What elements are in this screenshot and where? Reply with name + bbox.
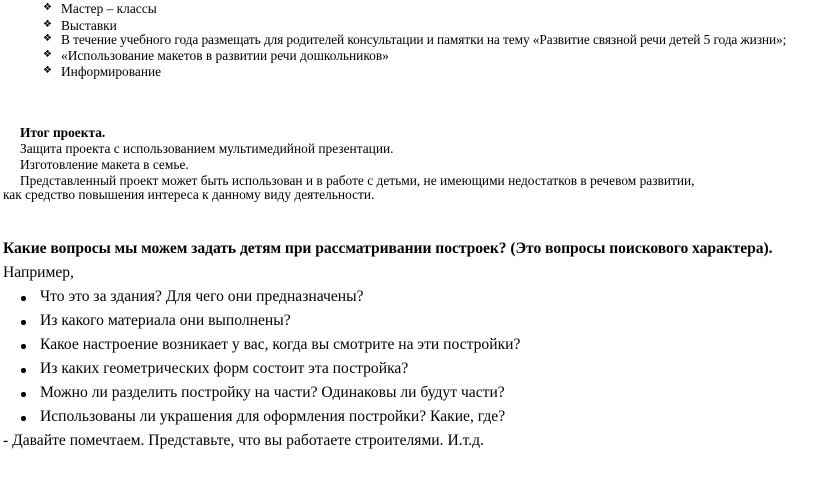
bullet-icon — [21, 320, 26, 325]
question-item: Из какого материала они выполнены? — [40, 312, 291, 329]
diamond-bullet-icon: ❖ — [43, 33, 52, 44]
question-item: Использованы ли украшения для оформления постройки? Какие, где? — [40, 408, 506, 425]
diamond-bullet-icon: ❖ — [43, 2, 52, 13]
activity-item: В течение учебного года размещать для родителей консультации и памятки на тему «Развитие связной речи детей 5 года жизни»; — [61, 32, 787, 47]
diamond-bullet-icon: ❖ — [43, 65, 52, 76]
result-line: Представленный проект может быть использован и в работе с детьми, не имеющими недостатков в речевом развитии, — [20, 173, 695, 188]
activity-item: Мастер – классы — [61, 1, 157, 16]
bullet-icon — [21, 296, 26, 301]
questions-intro: Например, — [3, 264, 74, 281]
result-line: Защита проекта с использованием мультимедийной презентации. — [20, 141, 394, 156]
question-item: Можно ли разделить постройку на части? Одинаковы ли будут части? — [40, 384, 505, 401]
activity-item: Информирование — [61, 64, 162, 79]
questions-closing: - Давайте помечтаем. Представьте, что вы работаете строителями. И.т.д. — [3, 432, 484, 449]
bullet-icon — [21, 344, 26, 349]
diamond-bullet-icon: ❖ — [43, 19, 52, 30]
bullet-icon — [21, 368, 26, 373]
question-item: Какое настроение возникает у вас, когда вы смотрите на эти постройки? — [40, 336, 521, 353]
bullet-icon — [21, 416, 26, 421]
result-line: как средство повышения интереса к данному виду деятельности. — [3, 187, 375, 202]
question-item: Что это за здания? Для чего они предназначены? — [40, 288, 364, 305]
bullet-icon — [21, 392, 26, 397]
diamond-bullet-icon: ❖ — [43, 49, 52, 60]
question-item: Из каких геометрических форм состоит эта постройка? — [40, 360, 409, 377]
result-line: Изготовление макета в семье. — [20, 157, 189, 172]
questions-heading: Какие вопросы мы можем задать детям при рассматривании построек? (Это вопросы поискового характера). — [3, 240, 773, 257]
activity-item: «Использование макетов в развитии речи дошкольников» — [61, 48, 389, 63]
activity-item: Выставки — [61, 18, 117, 33]
result-title: Итог проекта. — [20, 125, 106, 140]
